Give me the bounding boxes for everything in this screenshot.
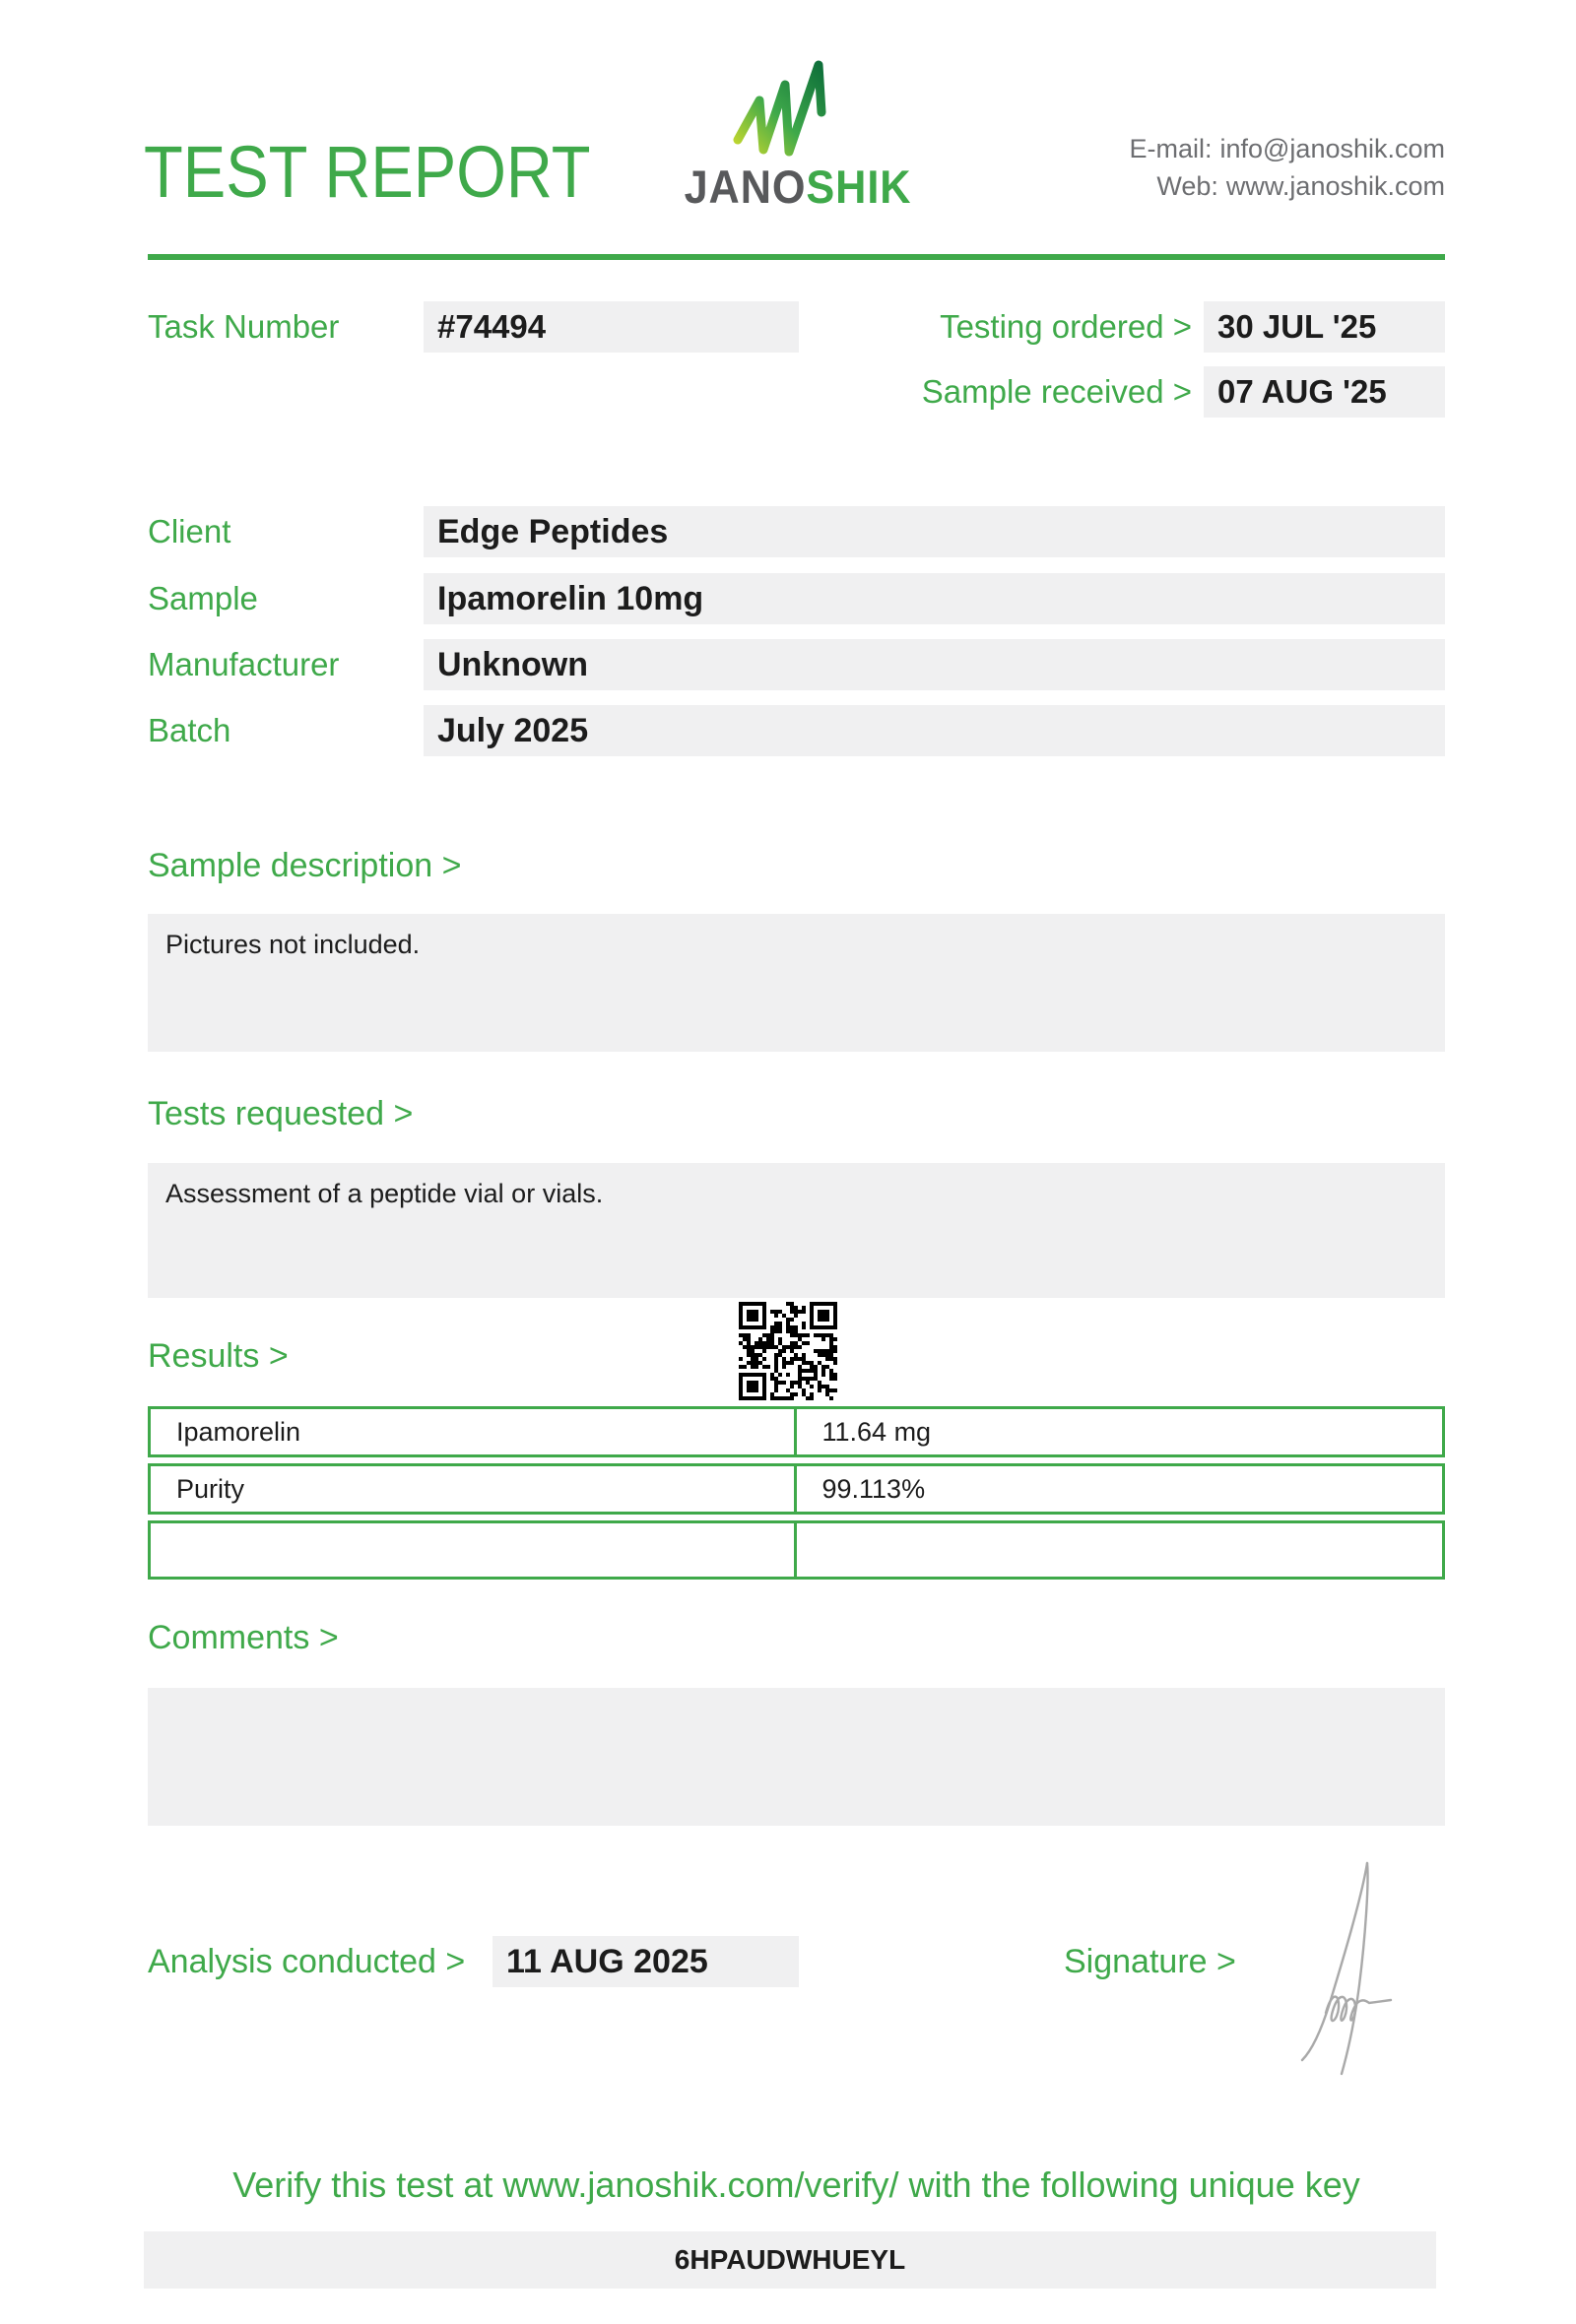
brand-wordmark-secondary: SHIK bbox=[806, 161, 912, 213]
signature-image bbox=[1273, 1820, 1430, 2076]
sample-description-text: Pictures not included. bbox=[165, 930, 421, 959]
verify-instruction: Verify this test at www.janoshik.com/verify/ with the following unique key bbox=[232, 2164, 1360, 2205]
results-heading: Results > bbox=[148, 1337, 289, 1375]
table-row bbox=[148, 1463, 1445, 1515]
testing-ordered-label: Testing ordered > bbox=[940, 308, 1192, 345]
qr-code-icon bbox=[739, 1300, 837, 1402]
sample-description-box bbox=[148, 914, 1445, 1052]
table-row bbox=[148, 1520, 1445, 1580]
tests-requested-heading: Tests requested > bbox=[148, 1095, 414, 1132]
brand-wordmark-primary: JANO bbox=[684, 161, 807, 213]
sample-label: Sample bbox=[148, 580, 258, 616]
result-name-cell: Purity bbox=[151, 1466, 797, 1512]
sample-description-heading: Sample description > bbox=[148, 847, 462, 884]
verify-key: 6HPAUDWHUEYL bbox=[144, 2231, 1436, 2289]
client-label: Client bbox=[148, 513, 231, 549]
sample-received-label: Sample received > bbox=[921, 373, 1192, 410]
result-name-cell: Ipamorelin bbox=[151, 1409, 797, 1454]
header-divider bbox=[148, 254, 1445, 260]
page-title: TEST REPORT bbox=[144, 131, 591, 213]
contact-web-line bbox=[1129, 167, 1445, 205]
analysis-conducted-date: 11 AUG 2025 bbox=[492, 1936, 799, 1987]
signature-label: Signature > bbox=[1064, 1943, 1236, 1980]
tests-requested-text: Assessment of a peptide vial or vials. bbox=[165, 1179, 604, 1208]
sample-received-date: 07 AUG '25 bbox=[1204, 366, 1445, 418]
detail-row-batch bbox=[148, 705, 1445, 756]
result-value-cell bbox=[797, 1523, 1443, 1577]
brand-wordmark bbox=[662, 161, 934, 213]
testing-ordered-date: 30 JUL '25 bbox=[1204, 301, 1445, 353]
result-value-cell: 11.64 mg bbox=[821, 1416, 932, 1447]
table-row bbox=[148, 1406, 1445, 1457]
email-label: E-mail: bbox=[1129, 134, 1213, 163]
web-label: Web: bbox=[1156, 171, 1218, 201]
detail-row-manufacturer bbox=[148, 639, 1445, 690]
comments-box bbox=[148, 1688, 1445, 1826]
contact-email-line bbox=[1129, 130, 1445, 167]
results-table bbox=[148, 1406, 1445, 1585]
client-value: Edge Peptides bbox=[424, 506, 1445, 557]
batch-label: Batch bbox=[148, 712, 231, 748]
task-number-value: #74494 bbox=[424, 301, 799, 353]
detail-row-client bbox=[148, 506, 1445, 557]
sample-value: Ipamorelin 10mg bbox=[424, 573, 1445, 624]
chart-trend-icon bbox=[724, 57, 872, 160]
detail-row-sample bbox=[148, 573, 1445, 624]
email-value: info@janoshik.com bbox=[1219, 134, 1445, 163]
web-value: www.janoshik.com bbox=[1225, 171, 1445, 201]
result-value-cell: 99.113% bbox=[821, 1473, 926, 1504]
brand-logo bbox=[650, 57, 946, 213]
comments-heading: Comments > bbox=[148, 1619, 339, 1656]
contact-block bbox=[1129, 130, 1445, 205]
manufacturer-label: Manufacturer bbox=[148, 646, 340, 682]
manufacturer-value: Unknown bbox=[424, 639, 1445, 690]
tests-requested-box bbox=[148, 1163, 1445, 1298]
result-name-cell bbox=[151, 1523, 797, 1577]
batch-value: July 2025 bbox=[424, 705, 1445, 756]
analysis-conducted-label: Analysis conducted > bbox=[148, 1943, 466, 1980]
task-number-label: Task Number bbox=[148, 308, 340, 345]
